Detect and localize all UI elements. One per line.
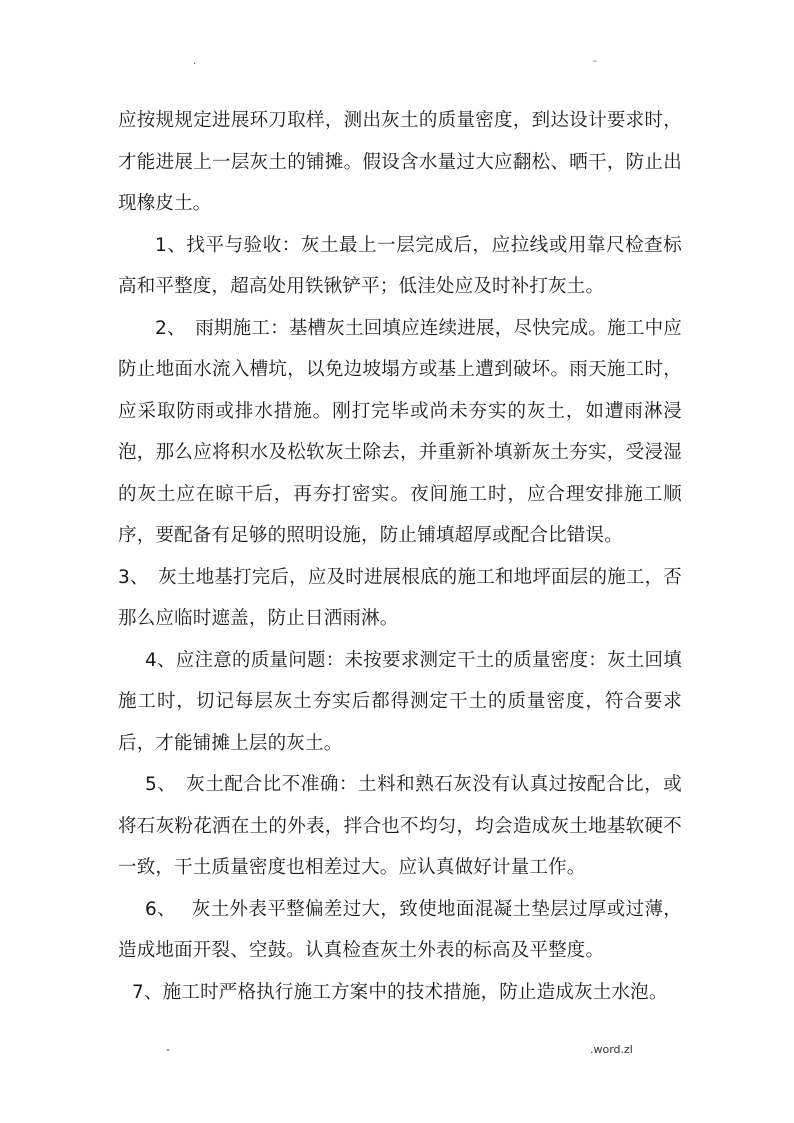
header-right-mark: -: [593, 56, 597, 67]
document-body: [118, 100, 682, 1013]
paragraph-item-2: 2、 雨期施工：基槽灰土回填应连续进展，尽快完成。施工中应防止地面水流入槽坑，以免边坡塌方或基上遭到破坏。雨天施工时，应采取防雨或排水措施。刚打完毕或尚未夯实的灰土，如遭雨淋浸泡，那么应将积水及松软灰土除去，并重新补填新灰土夯实，受浸湿的灰土应在晾干后，再夯打密实。夜间施工时，应合理安排施工顺序，要配备有足够的照明设施，防止铺填超厚或配合比错误。: [118, 317, 682, 546]
paragraph-item-6: 6、 灰土外表平整偏差过大，致使地面混凝土垫层过厚或过薄，造成地面开裂、空鼓。认真检查灰土外表的标高及平整度。: [118, 898, 682, 961]
paragraph-item-5: 5、 灰土配合比不准确：土料和熟石灰没有认真过按配合比，或将石灰粉花洒在土的外表，拌合也不均匀，均会造成灰土地基软硬不一致，干土质量密度也相差过大。应认真做好计量工作。: [118, 774, 682, 878]
paragraph-item-1: 1、找平与验收：灰土最上一层完成后，应拉线或用靠尺检查标高和平整度，超高处用铁锹铲平；低洼处应及时补打灰土。: [118, 234, 682, 297]
paragraph-item-4: 4、应注意的质量问题：未按要求测定干土的质量密度：灰土回填施工时，切记每层灰土夯实后都得测定干土的质量密度，符合要求后，才能铺摊上层的灰土。: [118, 649, 682, 754]
paragraph-item-3: 3、 灰土地基打完后，应及时进展根底的施工和地坪面层的施工，否那么应临时遮盖，防止日洒雨淋。: [118, 566, 682, 629]
paragraph-intro: 应按规规定进展环刀取样，测出灰土的质量密度，到达设计要求时，才能进展上一层灰土的铺摊。假设含水量过大应翻松、晒干，防止出现橡皮土。: [118, 110, 682, 214]
footer-left-mark: -: [166, 1043, 170, 1056]
footer-right-mark: .word.zl: [590, 1043, 633, 1056]
header-left-mark: .: [193, 56, 197, 67]
paragraph-item-7: 7、施工时严格执行施工方案中的技术措施，防止造成灰土水泡。: [132, 981, 668, 1003]
